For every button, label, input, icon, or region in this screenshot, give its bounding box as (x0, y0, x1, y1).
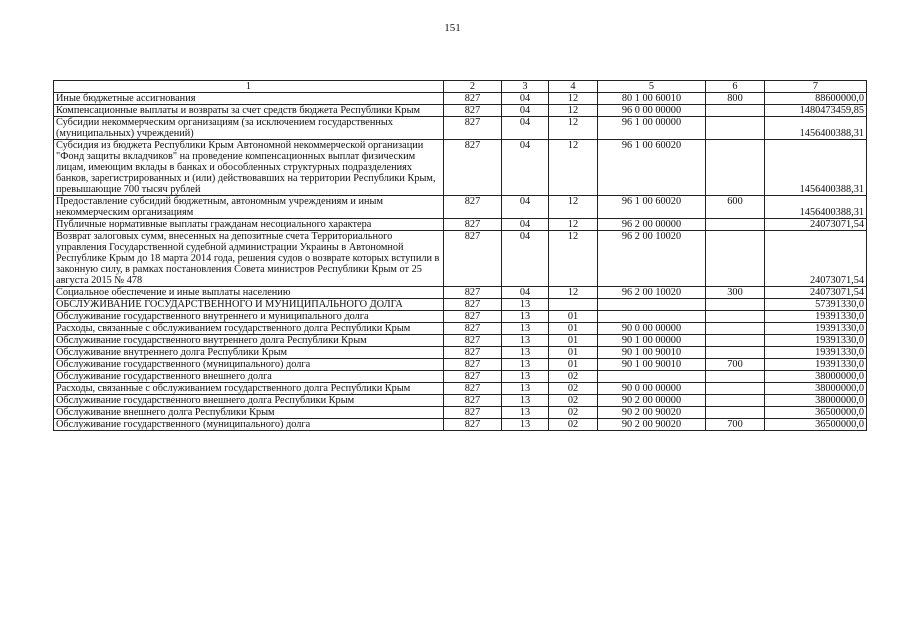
table-row (54, 407, 867, 419)
row-section-cell: 04 (502, 287, 549, 299)
row-target-cell: 96 1 00 60020 (598, 196, 706, 219)
row-type-cell: 800 (706, 93, 765, 105)
row-subsection-cell: 02 (549, 371, 598, 383)
table-row (54, 105, 867, 117)
table-row (54, 383, 867, 395)
row-type-cell (706, 383, 765, 395)
table-row (54, 323, 867, 335)
row-target-cell (598, 299, 706, 311)
row-subsection-cell: 12 (549, 196, 598, 219)
row-subsection-cell: 01 (549, 323, 598, 335)
row-section-cell: 13 (502, 395, 549, 407)
row-name-cell: Компенсационные выплаты и возвраты за счет средств бюджета Республики Крым (54, 105, 444, 117)
row-code-cell: 827 (444, 299, 502, 311)
table-body (54, 81, 867, 431)
row-section-cell: 13 (502, 383, 549, 395)
row-name-cell: Социальное обеспечение и иные выплаты населению (54, 287, 444, 299)
row-section-cell: 04 (502, 105, 549, 117)
row-name-cell: Обслуживание внутреннего долга Республики Крым (54, 347, 444, 359)
header-row (54, 81, 867, 93)
table-row (54, 299, 867, 311)
row-subsection-cell: 02 (549, 407, 598, 419)
row-name-cell: Субсидии некоммерческим организациям (за исключением государственных (муниципальных) учреждений) (54, 117, 444, 140)
row-code-cell: 827 (444, 105, 502, 117)
row-code-cell: 827 (444, 140, 502, 196)
row-section-cell: 13 (502, 407, 549, 419)
row-subsection-cell: 12 (549, 140, 598, 196)
row-name-cell: ОБСЛУЖИВАНИЕ ГОСУДАРСТВЕННОГО И МУНИЦИПАЛЬНОГО ДОЛГА (54, 299, 444, 311)
row-section-cell: 04 (502, 117, 549, 140)
row-name-cell: Обслуживание внешнего долга Республики Крым (54, 407, 444, 419)
row-name-cell: Обслуживание государственного (муниципального) долга (54, 419, 444, 431)
row-code-cell: 827 (444, 117, 502, 140)
row-code-cell: 827 (444, 371, 502, 383)
row-type-cell (706, 371, 765, 383)
row-section-cell: 13 (502, 371, 549, 383)
table-row (54, 196, 867, 219)
column-header: 1 (54, 81, 444, 93)
column-header: 3 (502, 81, 549, 93)
row-code-cell: 827 (444, 93, 502, 105)
row-type-cell (706, 347, 765, 359)
row-section-cell: 13 (502, 359, 549, 371)
row-section-cell: 04 (502, 196, 549, 219)
row-name-cell: Обслуживание государственного внешнего долга Республики Крым (54, 395, 444, 407)
row-amount-cell: 36500000,0 (765, 407, 867, 419)
row-subsection-cell: 02 (549, 395, 598, 407)
column-header: 5 (598, 81, 706, 93)
table-row (54, 335, 867, 347)
row-type-cell: 700 (706, 419, 765, 431)
row-target-cell: 90 1 00 90010 (598, 347, 706, 359)
row-type-cell (706, 395, 765, 407)
row-amount-cell: 57391330,0 (765, 299, 867, 311)
row-name-cell: Субсидия из бюджета Республики Крым Автономной некоммерческой организации "Фонд защиты вкладчиков" на проведение компенсационных выплат физическим лицам, имеющим вклады в банках и обособленных структурных подразделениях банков, зарегистрированных и (или) действовавших на территории Республики Крым, превышающие 700 тысяч рублей (54, 140, 444, 196)
row-amount-cell: 88600000,0 (765, 93, 867, 105)
row-code-cell: 827 (444, 419, 502, 431)
row-amount-cell: 19391330,0 (765, 359, 867, 371)
row-name-cell: Расходы, связанные с обслуживанием государственного долга Республики Крым (54, 383, 444, 395)
row-subsection-cell: 01 (549, 335, 598, 347)
row-name-cell: Обслуживание государственного внутреннего и муниципального долга (54, 311, 444, 323)
column-header: 6 (706, 81, 765, 93)
row-amount-cell: 38000000,0 (765, 383, 867, 395)
row-code-cell: 827 (444, 347, 502, 359)
row-code-cell: 827 (444, 323, 502, 335)
row-name-cell: Публичные нормативные выплаты гражданам несоциального характера (54, 219, 444, 231)
row-code-cell: 827 (444, 359, 502, 371)
row-section-cell: 13 (502, 347, 549, 359)
row-amount-cell: 1456400388,31 (765, 196, 867, 219)
row-name-cell: Предоставление субсидий бюджетным, автономным учреждениям и иным некоммерческим организациям (54, 196, 444, 219)
row-target-cell: 90 1 00 90010 (598, 359, 706, 371)
row-target-cell: 90 2 00 90020 (598, 407, 706, 419)
row-type-cell (706, 407, 765, 419)
row-code-cell: 827 (444, 231, 502, 287)
row-code-cell: 827 (444, 196, 502, 219)
row-target-cell: 90 2 00 90020 (598, 419, 706, 431)
row-type-cell (706, 335, 765, 347)
table-row (54, 395, 867, 407)
row-target-cell: 90 1 00 00000 (598, 335, 706, 347)
row-type-cell (706, 117, 765, 140)
row-section-cell: 13 (502, 299, 549, 311)
row-section-cell: 04 (502, 140, 549, 196)
row-target-cell (598, 371, 706, 383)
row-amount-cell: 36500000,0 (765, 419, 867, 431)
row-type-cell (706, 219, 765, 231)
row-subsection-cell: 12 (549, 219, 598, 231)
table-row (54, 93, 867, 105)
row-code-cell: 827 (444, 287, 502, 299)
table-row (54, 419, 867, 431)
row-amount-cell: 24073071,54 (765, 231, 867, 287)
row-type-cell: 600 (706, 196, 765, 219)
row-subsection-cell: 02 (549, 383, 598, 395)
table-row (54, 311, 867, 323)
row-subsection-cell: 12 (549, 117, 598, 140)
row-amount-cell: 1456400388,31 (765, 117, 867, 140)
table-row (54, 231, 867, 287)
row-code-cell: 827 (444, 383, 502, 395)
row-name-cell: Иные бюджетные ассигнования (54, 93, 444, 105)
row-subsection-cell: 12 (549, 231, 598, 287)
table-row (54, 347, 867, 359)
row-target-cell (598, 311, 706, 323)
row-target-cell: 96 1 00 00000 (598, 117, 706, 140)
row-target-cell: 96 1 00 60020 (598, 140, 706, 196)
row-amount-cell: 1456400388,31 (765, 140, 867, 196)
row-section-cell: 04 (502, 93, 549, 105)
row-subsection-cell: 01 (549, 311, 598, 323)
row-amount-cell: 24073071,54 (765, 219, 867, 231)
row-subsection-cell: 01 (549, 359, 598, 371)
table-row (54, 287, 867, 299)
row-subsection-cell (549, 299, 598, 311)
row-amount-cell: 38000000,0 (765, 395, 867, 407)
row-subsection-cell: 12 (549, 287, 598, 299)
row-section-cell: 04 (502, 231, 549, 287)
row-section-cell: 13 (502, 419, 549, 431)
row-amount-cell: 19391330,0 (765, 311, 867, 323)
row-name-cell: Обслуживание государственного внутреннего долга Республики Крым (54, 335, 444, 347)
row-section-cell: 13 (502, 323, 549, 335)
row-type-cell (706, 311, 765, 323)
table-row (54, 117, 867, 140)
row-subsection-cell: 01 (549, 347, 598, 359)
row-amount-cell: 19391330,0 (765, 323, 867, 335)
row-code-cell: 827 (444, 395, 502, 407)
row-section-cell: 04 (502, 219, 549, 231)
row-type-cell (706, 231, 765, 287)
row-section-cell: 13 (502, 335, 549, 347)
row-amount-cell: 19391330,0 (765, 347, 867, 359)
row-type-cell (706, 323, 765, 335)
row-subsection-cell: 12 (549, 93, 598, 105)
row-code-cell: 827 (444, 335, 502, 347)
row-target-cell: 96 0 00 00000 (598, 105, 706, 117)
row-code-cell: 827 (444, 407, 502, 419)
row-target-cell: 90 0 00 00000 (598, 383, 706, 395)
row-amount-cell: 19391330,0 (765, 335, 867, 347)
table-row (54, 371, 867, 383)
table-row (54, 140, 867, 196)
row-name-cell: Расходы, связанные с обслуживанием государственного долга Республики Крым (54, 323, 444, 335)
row-amount-cell: 1480473459,85 (765, 105, 867, 117)
row-target-cell: 96 2 00 00000 (598, 219, 706, 231)
column-header: 2 (444, 81, 502, 93)
row-target-cell: 90 2 00 00000 (598, 395, 706, 407)
row-subsection-cell: 02 (549, 419, 598, 431)
row-type-cell: 300 (706, 287, 765, 299)
row-type-cell (706, 140, 765, 196)
row-section-cell: 13 (502, 311, 549, 323)
row-amount-cell: 38000000,0 (765, 371, 867, 383)
table-row (54, 219, 867, 231)
row-name-cell: Возврат залоговых сумм, внесенных на депозитные счета Территориального управления Государственной судебной администрации Украины в Автономной Республике Крым до 18 марта 2014 года, решения судов о возврате которых вступили в законную силу, в рамках постановления Совета министров Республики Крым от 25 августа 2015 № 478 (54, 231, 444, 287)
table-row (54, 359, 867, 371)
row-target-cell: 96 2 00 10020 (598, 287, 706, 299)
budget-table (53, 80, 867, 431)
row-type-cell: 700 (706, 359, 765, 371)
row-type-cell (706, 299, 765, 311)
row-code-cell: 827 (444, 219, 502, 231)
row-code-cell: 827 (444, 311, 502, 323)
row-target-cell: 80 1 00 60010 (598, 93, 706, 105)
row-subsection-cell: 12 (549, 105, 598, 117)
row-name-cell: Обслуживание государственного (муниципального) долга (54, 359, 444, 371)
row-target-cell: 90 0 00 00000 (598, 323, 706, 335)
row-amount-cell: 24073071,54 (765, 287, 867, 299)
page-number: 151 (444, 22, 461, 34)
row-type-cell (706, 105, 765, 117)
column-header: 7 (765, 81, 867, 93)
row-name-cell: Обслуживание государственного внешнего долга (54, 371, 444, 383)
row-target-cell: 96 2 00 10020 (598, 231, 706, 287)
column-header: 4 (549, 81, 598, 93)
